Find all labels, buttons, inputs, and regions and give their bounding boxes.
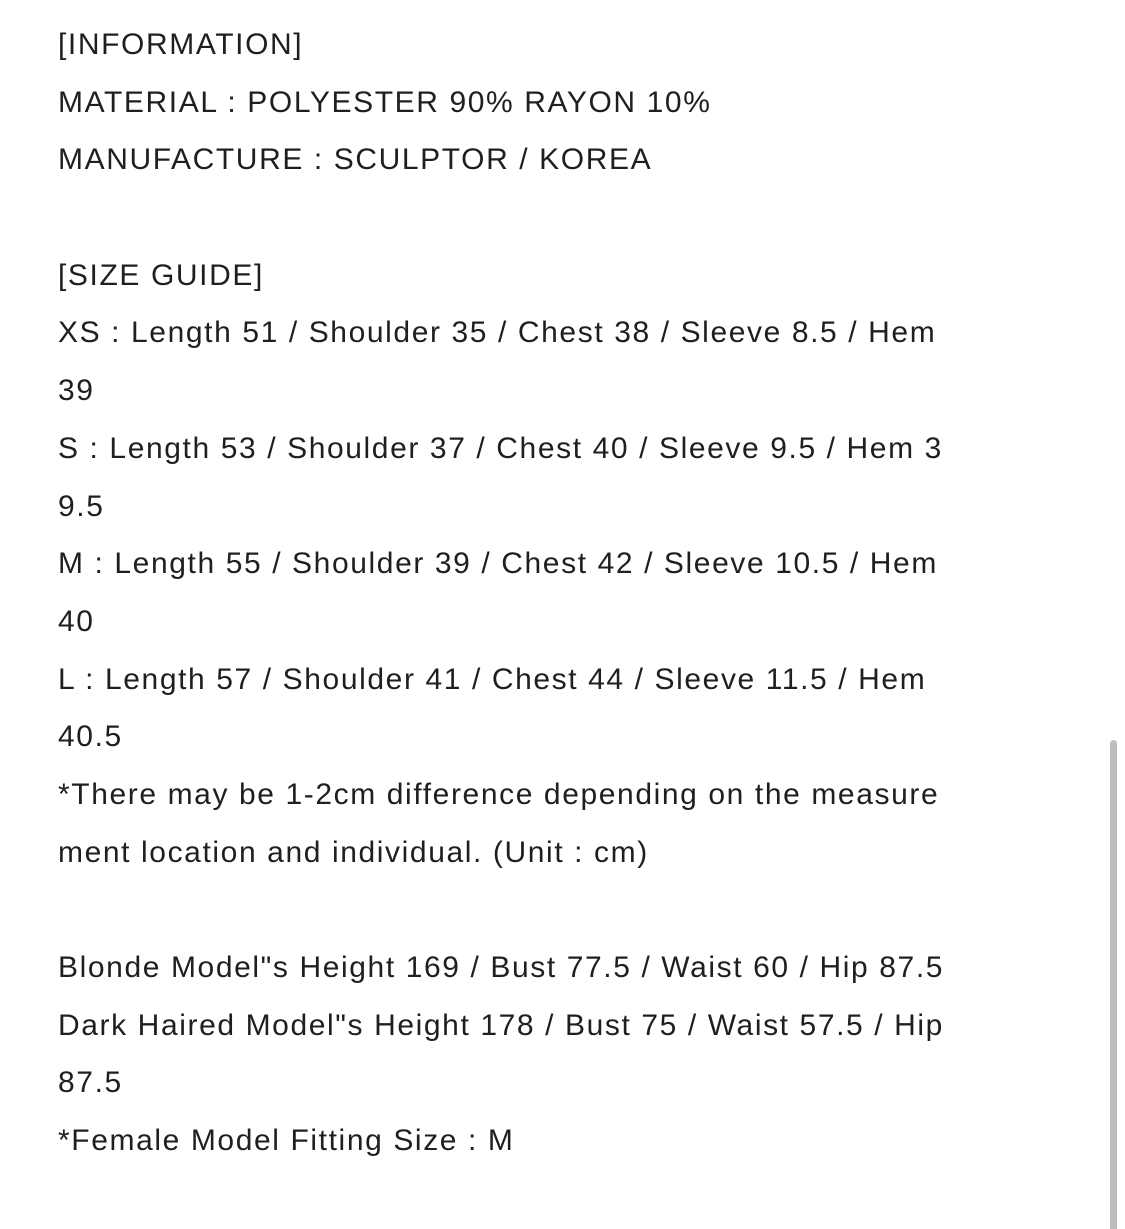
dark-haired-model-line-wrap: 87.5 xyxy=(58,1066,123,1100)
size-xs-line-wrap: 39 xyxy=(58,374,95,408)
information-heading: [INFORMATION] xyxy=(58,28,304,61)
material-line: MATERIAL : POLYESTER 90% RAYON 10% xyxy=(58,85,712,119)
section-spacer xyxy=(58,189,1078,247)
measurement-note-line: *There may be 1-2cm difference depending on the measure xyxy=(58,777,940,811)
dark-haired-model-line: Dark Haired Model"s Height 178 / Bust 75 / Waist 57.5 / Hip xyxy=(58,1008,944,1042)
size-guide-heading: [SIZE GUIDE] xyxy=(58,258,264,292)
size-m-line-wrap: 40 xyxy=(58,604,95,638)
scrollbar-thumb[interactable] xyxy=(1110,740,1117,1229)
size-s-line: S : Length 53 / Shoulder 37 / Chest 40 / Sleeve 9.5 / Hem 3 xyxy=(58,431,943,465)
size-s-line-wrap: 9.5 xyxy=(58,489,105,523)
size-l-line-wrap: 40.5 xyxy=(58,720,123,754)
section-spacer xyxy=(58,881,1078,939)
size-m-line: M : Length 55 / Shoulder 39 / Chest 42 / Sleeve 10.5 / Hem xyxy=(58,547,938,581)
vertical-scrollbar[interactable] xyxy=(1110,740,1117,1229)
product-info-text xyxy=(58,16,1078,1170)
blonde-model-line: Blonde Model"s Height 169 / Bust 77.5 / Waist 60 / Hip 87.5 xyxy=(58,951,945,984)
measurement-note-line-wrap: ment location and individual. (Unit : cm) xyxy=(58,835,649,869)
size-l-line: L : Length 57 / Shoulder 41 / Chest 44 / Sleeve 11.5 / Hem xyxy=(58,662,927,696)
fitting-size-note: *Female Model Fitting Size : M xyxy=(58,1124,515,1158)
manufacture-line: MANUFACTURE : SCULPTOR / KOREA xyxy=(58,143,653,177)
size-xs-line: XS : Length 51 / Shoulder 35 / Chest 38 / Sleeve 8.5 / Hem xyxy=(58,316,937,350)
